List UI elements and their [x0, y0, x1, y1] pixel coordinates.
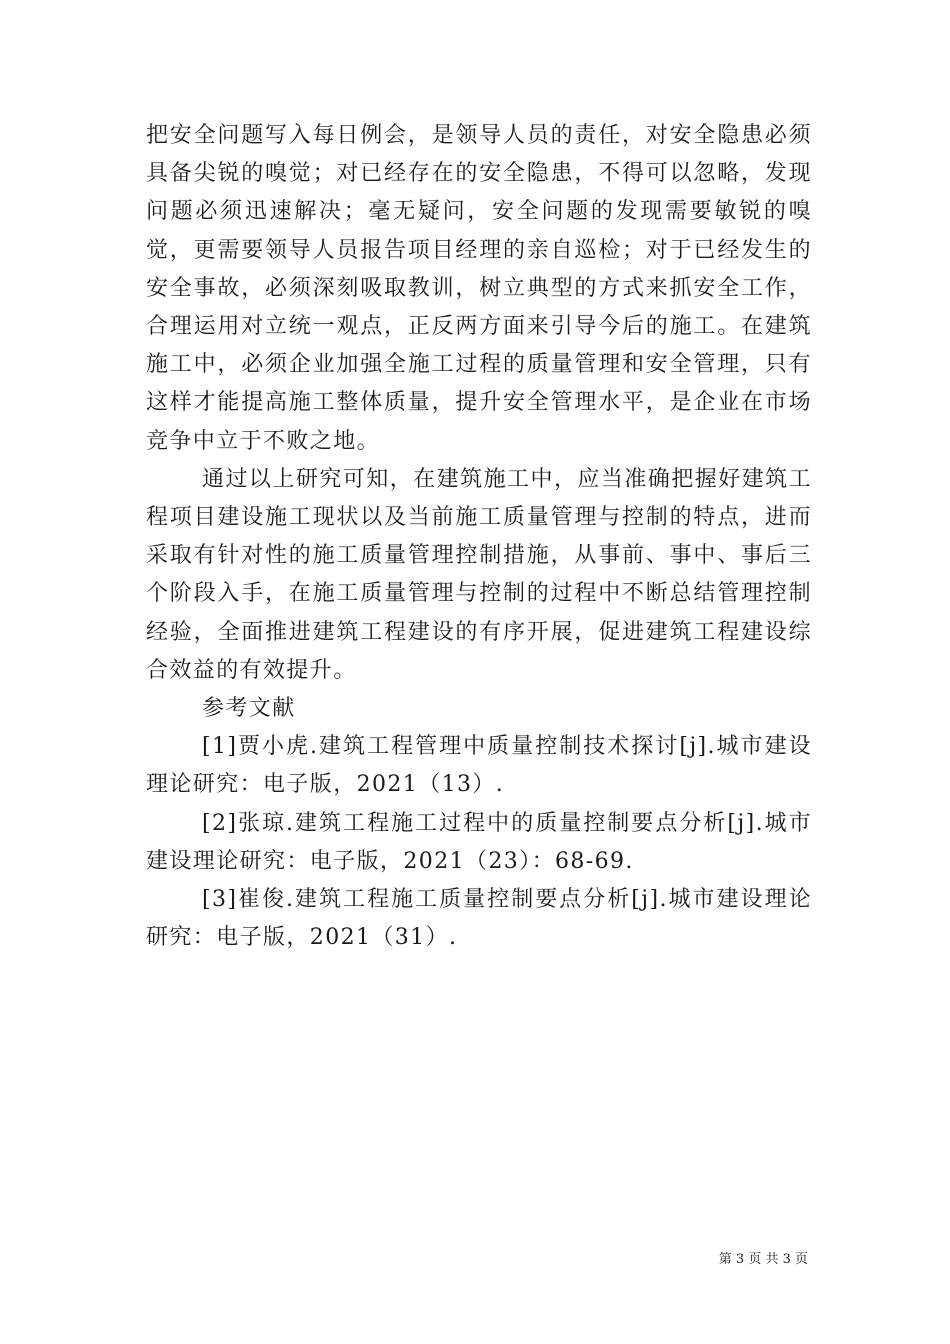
body-paragraph-2: 通过以上研究可知，在建筑施工中，应当准确把握好建筑工程项目建设施工现状以及当前施工质量管理与控制的特点，进而采取有针对性的施工质量管理控制措施，从事前、事中、事后三个阶段入手，在施工质量管理与控制的过程中不断总结管理控制经验，全面推进建筑工程建设的有序开展，促进建筑工程建设综合效益的有效提升。	[146, 466, 812, 683]
document-body	[146, 117, 812, 957]
reference-item-2: [2]张琼.建筑工程施工过程中的质量控制要点分析[j].城市建设理论研究：电子版，2021（23）：68-69.	[146, 810, 812, 874]
page-number-footer: 第 3 页 共 3 页	[718, 1252, 808, 1267]
body-paragraph-1: 把安全问题写入每日例会，是领导人员的责任，对安全隐患必须具备尖锐的嗅觉；对已经存在的安全隐患，不得可以忽略，发现问题必须迅速解决；毫无疑问，安全问题的发现需要敏锐的嗅觉，更需要领导人员报告项目经理的亲自巡检；对于已经发生的安全事故，必须深刻吸取教训，树立典型的方式来抓安全工作，合理运用对立统一观点，正反两方面来引导今后的施工。在建筑施工中，必须企业加强全施工过程的质量管理和安全管理，只有这样才能提高施工整体质量，提升安全管理水平，是企业在市场竞争中立于不败之地。	[146, 123, 812, 454]
references-heading: 参考文献	[202, 696, 296, 722]
reference-item-1: [1]贾小虎.建筑工程管理中质量控制技术探讨[j].城市建设理论研究：电子版，2021（13）.	[146, 734, 812, 798]
reference-item-3: [3]崔俊.建筑工程施工质量控制要点分析[j].城市建设理论研究：电子版，2021（31）.	[146, 887, 812, 951]
